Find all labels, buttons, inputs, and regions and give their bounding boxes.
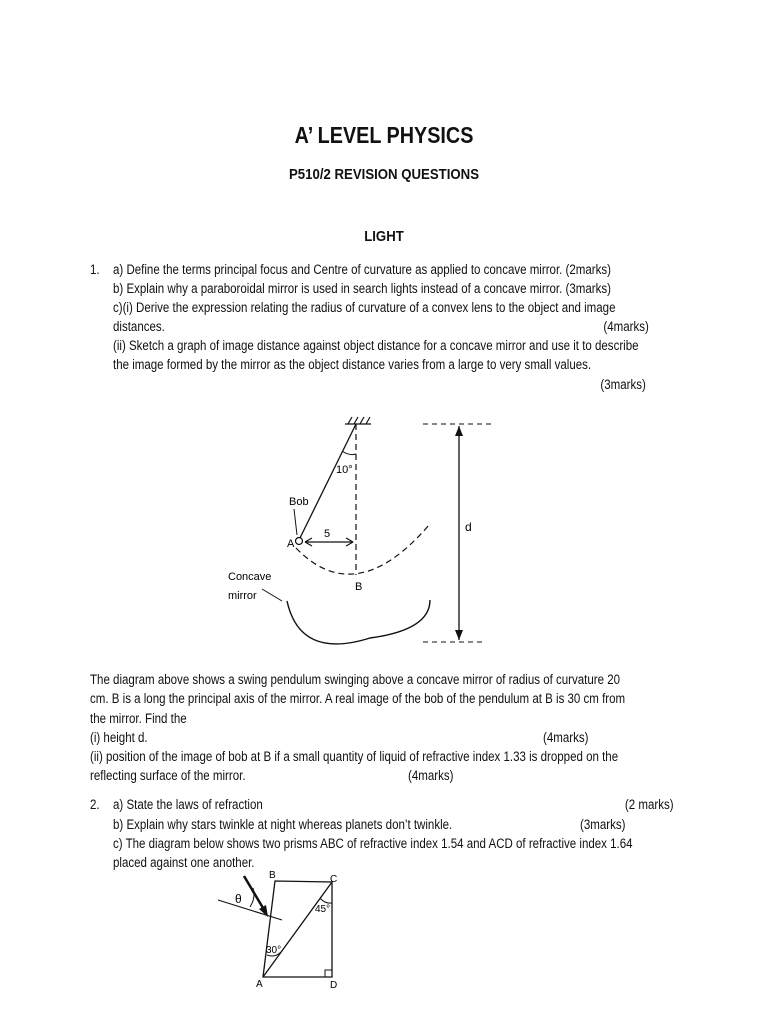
section-heading: LIGHT [364, 228, 404, 245]
angle-45-arc [320, 898, 332, 903]
mirror-label-line1: Concave [228, 571, 272, 583]
vertex-a-label: A [256, 979, 263, 990]
q1-sub-ii-marks: (4marks) [408, 768, 454, 783]
q1-number: 1. [90, 262, 100, 277]
q1-part-cii-line2: the image formed by the mirror as the object distance varies from a large to very small values. [113, 357, 592, 372]
vertex-b-label: B [269, 870, 276, 881]
q2-part-b: b) Explain why stars twinkle at night whereas planets don’t twinkle. [113, 817, 453, 832]
q2-part-a: a) State the laws of refraction [113, 797, 263, 812]
mirror-label-line2: mirror [228, 590, 257, 602]
q1-part-cii-marks: (3marks) [600, 377, 646, 392]
q2-number: 2. [90, 797, 100, 812]
q1-para-line3: the mirror. Find the [90, 711, 187, 726]
point-a-label: A [287, 538, 295, 550]
vertex-c-label: C [330, 874, 338, 885]
q1-sub-ii-line1: (ii) position of the image of bob at B if a small quantity of liquid of refractive index 1.33 is dropped on the [90, 749, 619, 764]
page-title: A’ LEVEL PHYSICS [294, 122, 474, 148]
bob-label: Bob [289, 496, 309, 508]
distance-label: 5 [324, 528, 331, 540]
vertex-d-label: D [330, 980, 338, 991]
q2-part-b-marks: (3marks) [580, 817, 626, 832]
height-label: d [465, 520, 472, 534]
angle-30-label: 30° [266, 945, 282, 956]
q1-para-line2: cm. B is a long the principal axis of the mirror. A real image of the bob of the pendulum at B is 30 cm from [90, 691, 626, 706]
q1-part-cii-line1: (ii) Sketch a graph of image distance against object distance for a concave mirror and use it to describe [113, 338, 639, 353]
q1-sub-ii-line2: reflecting surface of the mirror. [90, 768, 246, 783]
q1-part-ci-line2: distances. [113, 319, 165, 334]
q1-part-ci-marks: (4marks) [603, 319, 649, 334]
q1-part-ci-line1: c)(i) Derive the expression relating the radius of curvature of a convex lens to the object and image [113, 300, 616, 315]
right-angle-marker [325, 970, 332, 977]
angle-45-label: 45° [315, 904, 331, 915]
theta-label: θ [235, 892, 242, 906]
q1-part-a: a) Define the terms principal focus and Centre of curvature as applied to concave mirror. (2marks) [113, 262, 611, 277]
q2-part-a-marks: (2 marks) [625, 797, 674, 812]
point-b-label: B [355, 581, 363, 593]
q1-sub-i: (i) height d. [90, 730, 148, 745]
q1-part-b: b) Explain why a paraboroidal mirror is used in search lights instead of a concave mirror. (3marks) [113, 281, 611, 296]
q2-part-c-line1: c) The diagram below shows two prisms ABC of refractive index 1.54 and ACD of refractive index 1.64 [113, 836, 633, 851]
q1-sub-i-marks: (4marks) [543, 730, 589, 745]
page-subtitle: P510/2 REVISION QUESTIONS [289, 166, 479, 183]
q1-para-line1: The diagram above shows a swing pendulum swinging above a concave mirror of radius of curvature 20 [90, 672, 621, 687]
angle-label: 10° [336, 464, 353, 476]
q2-part-c-line2: placed against one another. [113, 855, 255, 870]
